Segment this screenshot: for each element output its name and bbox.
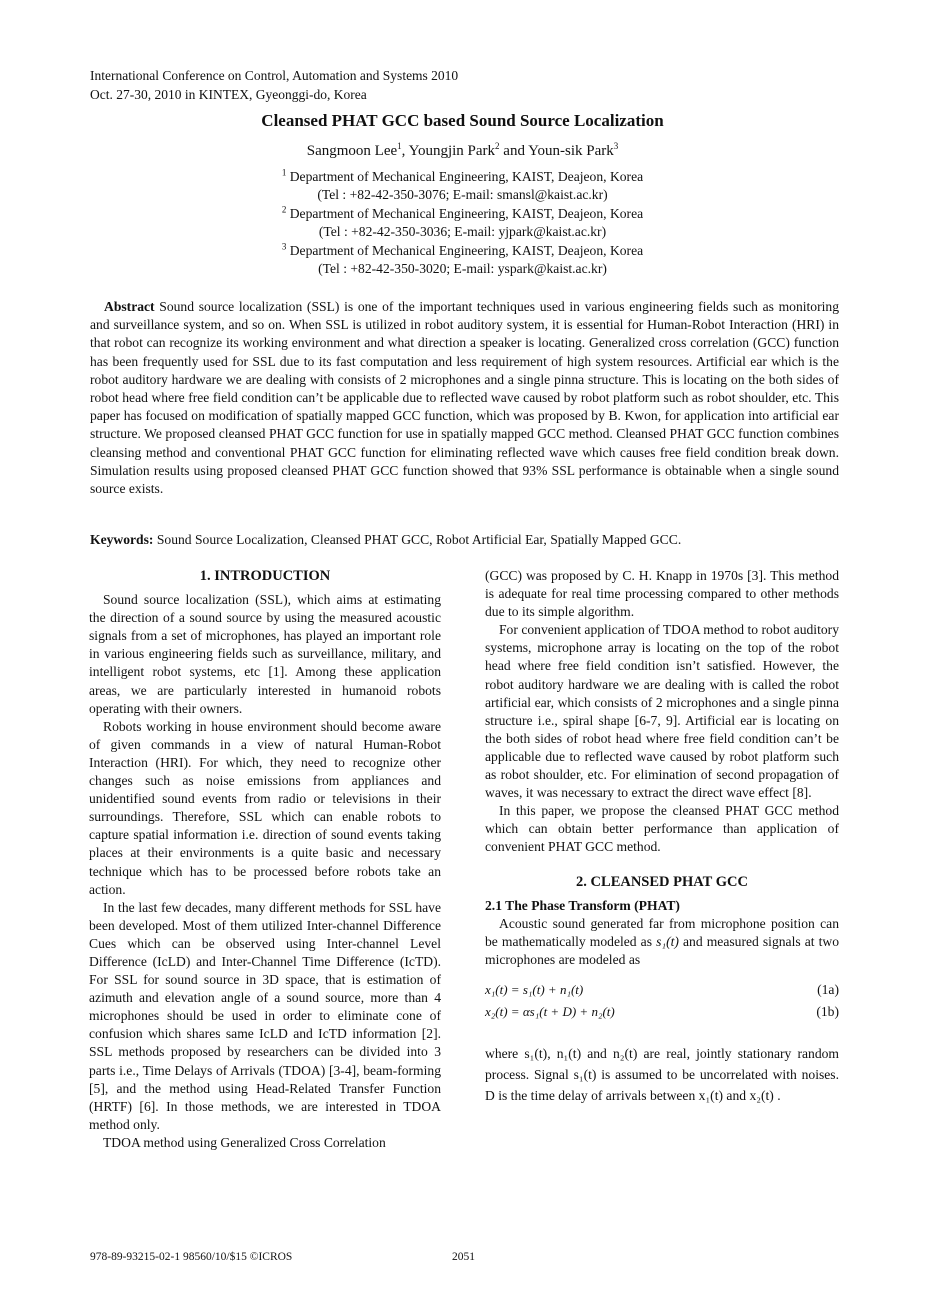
author-3-sup: 3: [613, 141, 619, 151]
abstract-label: Abstract: [104, 299, 155, 314]
section-heading-introduction: 1. INTRODUCTION: [199, 568, 331, 584]
author-2-sup: 2: [495, 141, 500, 151]
equation-1b-number: (1b): [816, 1003, 839, 1019]
conference-date: Oct. 27-30, 2010 in KINTEX, Gyeonggi-do, Korea: [90, 87, 367, 102]
contact-3: (Tel : +82-42-350-3020; E-mail: yspark@kaist.ac.kr): [318, 261, 607, 277]
keywords: [90, 532, 839, 548]
right-column: [485, 567, 839, 1106]
affiliations: [0, 168, 925, 278]
affiliation-1: $^1$ Department of Mechanical Engineering, KAIST, Deajeon, Korea: [281, 167, 644, 184]
intro-paragraph-2: Robots working in house environment should become aware of given commands in a view of natural Human-Robot Interaction (HRI). For which, they need to recognize other changes such as noise emissions from appliances and unidentified sound events from radio or televisions in their surroundings. Therefore, SSL which can enable robots to capture spatial information i.e. direction of sound events taking places at their environments is a quite basic and necessary technique which has to be processed before robots take an action.: [89, 718, 441, 897]
page-number: 2051: [452, 1251, 475, 1263]
author-list: Sangmoon Lee$^1$, Youngjin Park$^2$ and Youn-sik Park$^3$: [306, 141, 619, 159]
author-3: Youn-sik Park: [528, 143, 614, 159]
paper-title: Cleansed PHAT GCC based Sound Source Localization: [261, 111, 664, 130]
abstract: [90, 298, 839, 498]
subsection-heading-phat: 2.1 The Phase Transform (PHAT): [485, 897, 680, 913]
intro-paragraph-1: Sound source localization (SSL), which aims at estimating the direction of a sound source by using the measured acoustic signals from a set of microphones, has played an important role in various engineering fields such as surveillance, military, and intelligent robot systems, etc [1]. Among these application areas, we are particularly interested in humanoid robots operating with their owners.: [89, 592, 441, 716]
author-1: Sangmoon Lee: [306, 143, 398, 159]
intro-paragraph-3: In the last few decades, many different methods for SSL have been developed. Most of them utilized Inter-channel Difference Cues which can be observed using Inter-channel Level Difference (IcLD) and Inter-Channel Time Difference (IcTD). For SSL for sound source in 3D space, that is estimation of azimuth and elevation angle of a sound source, more than 4 microphones should be used in order to eliminate cone of confusion which shares same IcLD and IcTD information [2]. SSL methods proposed by researchers can be divided into 3 parts i.e., Time Delays of Arrivals (TDOA) [3-4], beam-forming [5], and the method using Head-Related Transfer Function (HRTF) [6]. In those methods, we are interested in TDOA method only.: [89, 899, 441, 1132]
affiliation-2: $^2$ Department of Mechanical Engineering, KAIST, Deajeon, Korea: [281, 204, 644, 221]
contact-2: (Tel : +82-42-350-3036; E-mail: yjpark@kaist.ac.kr): [318, 224, 607, 240]
author-1-sup: 1: [397, 141, 402, 151]
keywords-label: Keywords:: [90, 532, 154, 547]
section2-paragraph-2: where s₁(t), n₁(t) and n₂(t) are real, jointly stationary random process. Signal s₁(t) is assumed to be uncorrelated with noises. D is the time delay of arrivals between x₁(t) and x₂(t) .: [485, 1045, 839, 1103]
author-2: Youngjin Park: [408, 143, 496, 159]
equation-1a: x₁(t) = s₁(t) + n₁(t) (1a): [485, 981, 839, 1003]
affiliation-3: $^3$ Department of Mechanical Engineering, KAIST, Deajeon, Korea: [281, 241, 644, 258]
symbol-s1: s₁(t): [656, 933, 679, 949]
equation-1a-number: (1a): [817, 981, 839, 997]
conference-name: International Conference on Control, Automation and Systems 2010: [90, 68, 459, 83]
section2-paragraph-1: Acoustic sound generated far from microphone position can be mathematically modeled as s₁(t) and measured signals at two microphones are modeled as: [485, 915, 839, 967]
contact-1: (Tel : +82-42-350-3076; E-mail: smansl@kaist.ac.kr): [317, 187, 608, 203]
intro-paragraph-6: In this paper, we propose the cleansed PHAT GCC method which can obtain better performance than application of convenient PHAT GCC method.: [485, 803, 839, 855]
abstract-text: Sound source localization (SSL) is one of the important techniques used in various engineering fields such as monitoring and surveillance system, and so on. When SSL is utilized in robot auditory system, it is essential for Human-Robot Interaction (HRI) in that robot can recognize its working environment and what direction a speaker is locating. Generalized cross correlation (GCC) function has been frequently used for SSL due to its fast computation and less requirement of high system resources. Artificial ear which is the robot auditory hardware we are dealing with consists of 2 microphones and a single pinna structure. This is locating on the both sides of robot head where free field condition can’t be applicable due to reflected wave caused by robot platform such as robot shoulder, etc. This paper has focused on modification of spatially mapped GCC function, which was proposed by B. Kwon, for application into artificial ear structure. We proposed cleansed PHAT GCC function for use in spatially mapped GCC method. Cleansed PHAT GCC function combines cleansing method and conventional PHAT GCC function for eliminating reflected wave which causes free field condition break down. Simulation results using proposed cleansed PHAT GCC function showed that 93% SSL performance is obtainable when a single sound source exists.: [90, 299, 839, 497]
intro-paragraph-4-cont: (GCC) was proposed by C. H. Knapp in 1970s [3]. This method is adequate for real time processing compared to other methods due to its simple algorithm.: [485, 568, 839, 620]
keywords-text: Sound Source Localization, Cleansed PHAT GCC, Robot Artificial Ear, Spatially Mapped GCC.: [153, 532, 682, 547]
intro-paragraph-5: For convenient application of TDOA method to robot auditory systems, microphone array is locating on the top of the robot head where free field condition isn’t satisfied. However, the robot auditory hardware we are dealing with is called the robot artificial ear, which consists of 2 microphones and a single pinna structure i.e., spiral shape [6-7, 9]. Artificial ear is locating on the both sides of robot head where free field condition can’t be applicable due to reflected wave caused by robot platform such as robot shoulder, etc. For elimination of second propagation of waves, it was necessary to extract the direct wave effect [8].: [485, 622, 839, 801]
equation-1b: x₂(t) = αs₁(t + D) + n₂(t) (1b): [485, 1003, 839, 1025]
left-column: [89, 567, 441, 1152]
conference-header: [90, 66, 458, 104]
intro-paragraph-4: TDOA method using Generalized Cross Correlation: [103, 1134, 386, 1150]
section-heading-cleansed-phat-gcc: 2. CLEANSED PHAT GCC: [576, 873, 748, 890]
footer-isbn: 978-89-93215-02-1 98560/10/$15 ©ICROS: [90, 1251, 293, 1263]
